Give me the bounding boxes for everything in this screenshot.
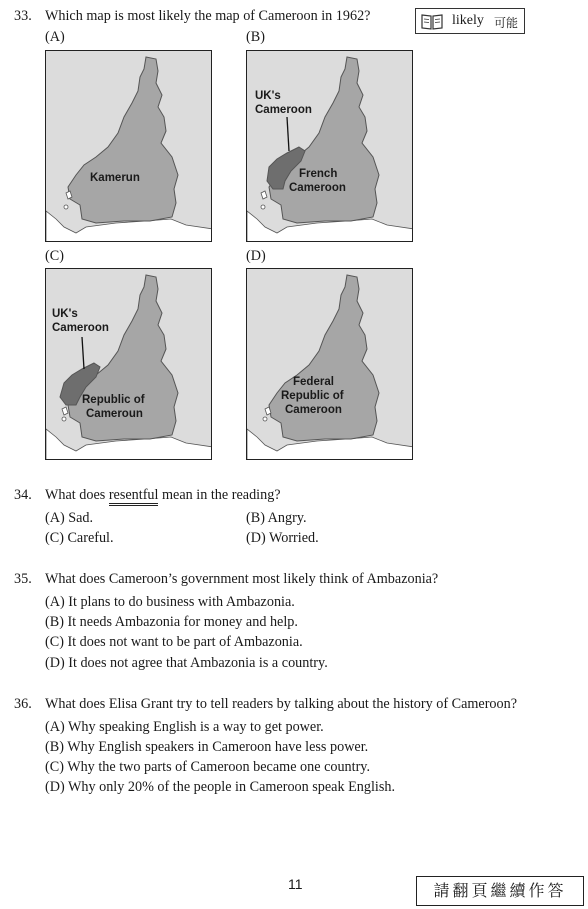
q36-option-a[interactable]: (A) Why speaking English is a way to get power. [45,719,324,735]
option-c-label[interactable]: (C) [45,248,64,264]
book-icon [421,13,443,30]
q35-option-d[interactable]: (D) It does not agree that Ambazonia is a country. [45,655,328,671]
q34-option-a[interactable]: (A) Sad. [45,510,94,526]
map-b-label-uk-1: UK's [255,90,281,102]
q35-option-a[interactable]: (A) It plans to do business with Ambazonia. [45,594,295,610]
option-a-label[interactable]: (A) [45,29,65,45]
q36-number: 36. [14,696,32,712]
map-c-label-republic-1: Republic of [82,394,145,406]
q36-text: What does Elisa Grant try to tell readers by talking about the history of Cameroon? [45,696,517,712]
q34-text-before: What does [45,487,109,503]
q35-text: What does Cameroon’s government most likely think of Ambazonia? [45,571,439,587]
map-b-graphic [247,51,413,242]
q35-number: 35. [14,571,32,587]
q33-text: Which map is most likely the map of Cameroon in 1962? [45,8,371,24]
q36-option-c[interactable]: (C) Why the two parts of Cameroon became one country. [45,759,371,775]
map-a[interactable] [45,50,212,242]
map-a-label: Kamerun [90,172,140,184]
map-c-graphic [46,269,212,460]
q34-option-d[interactable]: (D) Worried. [246,530,319,546]
page-number: 11 [288,876,303,892]
map-d-label-1: Federal [293,376,334,388]
vocab-word: likely [452,13,484,28]
vocab-box [415,8,525,34]
q34-number: 34. [14,487,32,503]
option-b-label[interactable]: (B) [246,29,265,45]
map-c-label-republic-2: Cameroun [86,408,143,420]
option-d-label[interactable]: (D) [246,248,266,264]
continue-box: 請翻頁繼續作答 [416,876,584,906]
q34-text-after: mean in the reading? [158,487,281,503]
map-d-label-2: Republic of [281,390,344,402]
map-b-label-french-2: Cameroon [289,182,346,194]
map-b-label-french-1: French [299,168,338,180]
q34-option-c[interactable]: (C) Careful. [45,530,114,546]
map-b[interactable] [246,50,413,242]
map-c[interactable] [45,268,212,460]
q36-option-b[interactable]: (B) Why English speakers in Cameroon have less power. [45,739,369,755]
q34-option-b[interactable]: (B) Angry. [246,510,307,526]
map-a-graphic [46,51,212,242]
q35-option-b[interactable]: (B) It needs Ambazonia for money and help. [45,614,298,630]
q34-keyword: resentful [109,487,159,506]
map-c-label-uk-2: Cameroon [52,322,109,334]
q34-text [45,487,281,504]
map-b-label-uk-2: Cameroon [255,104,312,116]
map-d-label-3: Cameroon [285,404,342,416]
map-d[interactable] [246,268,413,460]
vocab-meaning: 可能 [494,16,519,30]
map-d-graphic [247,269,413,460]
q36-option-d[interactable]: (D) Why only 20% of the people in Cameroon speak English. [45,779,396,795]
q33-number: 33. [14,8,32,24]
map-c-label-uk-1: UK's [52,308,78,320]
q35-option-c[interactable]: (C) It does not want to be part of Ambazonia. [45,634,303,650]
